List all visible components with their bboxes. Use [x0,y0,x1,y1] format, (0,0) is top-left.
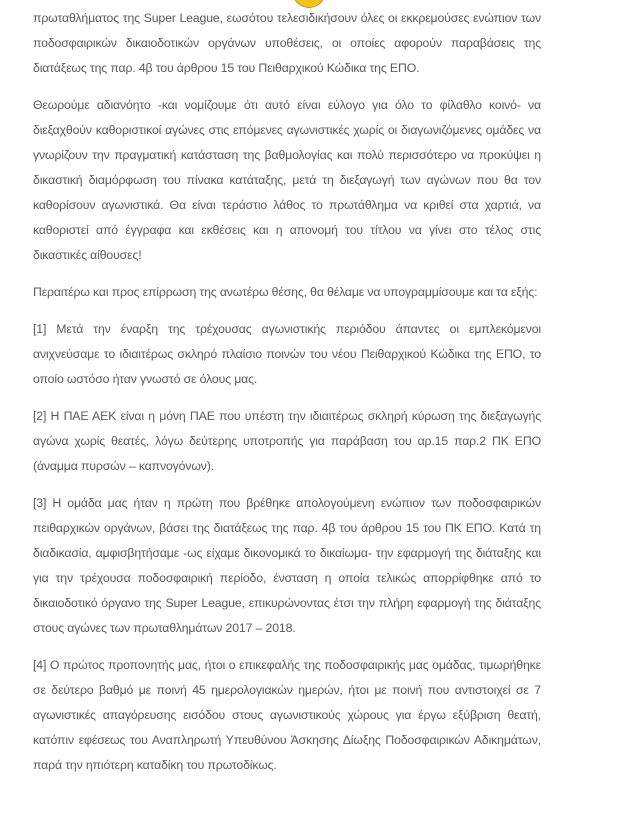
paragraph-furthermore: Περαιτέρω και προς επίρρωση της ανωτέρω θέσης, θα θέλαμε να υπογραμμίσουμε και τα εξής: [33,285,538,299]
paragraph-intro-continuation: πρωταθλήματος της Super League, εωσότου τελεσιδικήσουν όλες οι εκκρεμούσες ενώπιον των ποδοσφαιρικών δικαιοδοτικών οργάνων υποθέσεις, οι οποίες αφορούν παραβάσεις της διατάξεως της παρ. 4β του άρθρου 15 του Πειθαρχικού Κώδικα της ΕΠΟ. [33,11,541,75]
paragraph-point-1: [1] Μετά την έναρξη της τρέχουσας αγωνιστικής περιόδου άπαντες οι εμπλεκόμενοι ανιχνεύσαμε το ιδιαιτέρως σκληρό πλαίσιο ποινών του νέου Πειθαρχικού Κώδικα της ΕΠΟ, το οποίο ωστόσο ήταν γνωστό σε όλους μας. [33,322,541,386]
paragraph-point-3: [3] Η ομάδα μας ήταν η πρώτη που βρέθηκε απολογούμενη ενώπιον των ποδοσφαιρικών πειθαρχικών οργάνων, βάσει της διατάξεως της παρ. 4β του άρθρου 15 του ΠΚ ΕΠΟ. Κατά τη διαδικασία, αμφισβητήσαμε -ως είχαμε δικονομικά το δικαίωμα- την εφαρμογή της διάταξης και για την τρέχουσα ποδοσφαιρική περίοδο, ένσταση η οποία τελικώς απορρίφθηκε από το δικαιοδοτικό όργανο της Super League, επικυρώνοντας έτσι την πλήρη εφαρμογή της διάταξης στους αγώνες των πρωταθλημάτων 2017 – 2018. [33,496,541,635]
paragraph-position: Θεωρούμε αδιανόητο -και νομίζουμε ότι αυτό είναι εύλογο για όλο το φίλαθλο κοινό- να διεξαχθούν καθοριστικοί αγώνες στις επόμενες αγωνιστικές χωρίς οι διαγωνιζόμενες ομάδες να γνωρίζουν την πραγματική κατάσταση της βαθμολογίας και πολύ περισσότερο να προκύψει η δικαστική διαμόρφωση του πίνακα κατάταξης, μετά τη διεξαγωγή των αγώνων που θα τον καθορίσουν αγωνιστικά. Θα είναι τεράστιο λάθος το πρωτάθλημα να κριθεί στα χαρτιά, να καθοριστεί από έγγραφα και εκθέσεις και η απονομή του τίτλου να γίνει στο τέλος στις δικαστικές αίθουσες! [33,98,541,262]
document-body [33,6,541,790]
paragraph-point-2: [2] Η ΠΑΕ ΑΕΚ είναι η μόνη ΠΑΕ που υπέστη την ιδιαιτέρως σκληρή κύρωση της διεξαγωγής αγώνα χωρίς θεατές, λόγω δεύτερης υποτροπής για παράβαση του αρ.15 παρ.2 ΠΚ ΕΠΟ (άναμμα πυρσών – καπνογόνων). [33,409,541,473]
paragraph-point-4: [4] Ο πρώτος προπονητής μας, ήτοι ο επικεφαλής της ποδοσφαιρικής μας ομάδας, τιμωρήθηκε σε δεύτερο βαθμό με ποινή 45 ημερολογιακών ημερών, ήτοι με ποινή που αντιστοιχεί σε 7 αγωνιστικές απαγόρευσης εισόδου στους αγωνιστικούς χώρους για έργω εξύβριση θεατή, κατόπιν εφέσεως του Αναπληρωτή Υπευθύνου Άσκησης Δίωξης Ποδοσφαιρικών Αδικημάτων, παρά την ηπιότερη καταδίκη του πρωτοδίκως. [33,658,541,772]
